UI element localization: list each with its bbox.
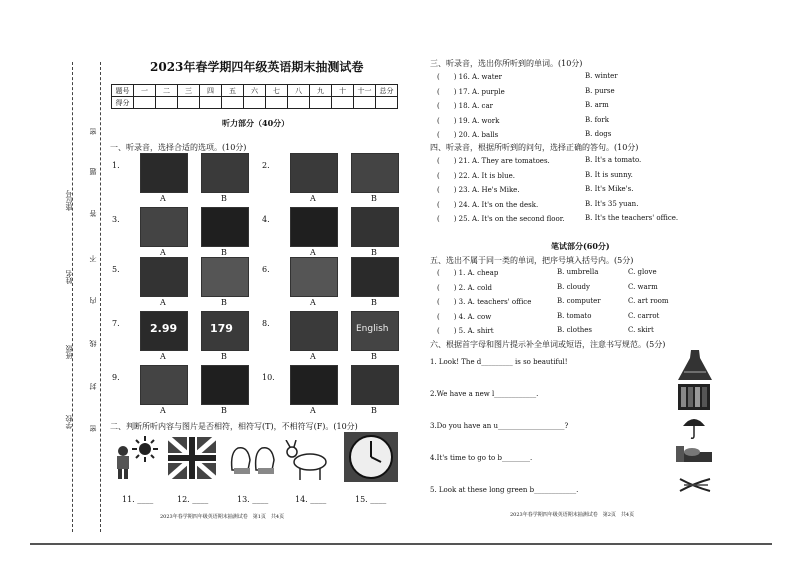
score-cell[interactable] [288,97,310,109]
answer-item[interactable]: ( ) 20. A. balls [437,131,499,139]
fill-in-item[interactable]: 2.We have a new l____________. [430,390,539,398]
score-header-cell: 六 [244,85,266,97]
beans-icon [678,475,712,495]
blank-14[interactable]: 14. ____ [295,495,327,504]
blank-13[interactable]: 13. ____ [237,495,269,504]
question-number: 2. [262,161,270,170]
fill-in-item[interactable]: 5. Look at these long green b____________. [430,486,579,494]
option-picture[interactable] [201,257,249,297]
option-picture[interactable] [290,257,338,297]
option-picture[interactable] [351,257,399,297]
seal-char: 密 [89,128,97,135]
question-number: 3. [112,215,120,224]
option-picture[interactable] [140,365,188,405]
option-picture[interactable] [201,365,249,405]
answer-item[interactable]: ( ) 21. A. They are tomatoes. [437,157,550,165]
seal-char: 封 [89,383,97,390]
choice-b: B. dogs [585,130,612,138]
answer-item[interactable]: ( ) 1. A. cheap [437,269,499,277]
score-header-cell: 二 [156,85,178,97]
score-cell[interactable] [134,97,156,109]
choice-b: B. purse [585,86,615,95]
section4-title: 四、听录音，根据所听到的问句，选择正确的答句。(10分) [430,143,639,152]
score-cell[interactable] [178,97,200,109]
option-picture[interactable] [201,153,249,193]
score-cell[interactable] [222,97,244,109]
option-label-b: B [371,352,377,361]
choice-c: C. art room [628,297,669,305]
question-number: 4. [262,215,270,224]
answer-item[interactable]: ( ) 23. A. He's Mike. [437,186,520,194]
listening-header: 听力部分（40分） [222,118,290,128]
choice-b: B. It is sunny. [585,170,633,179]
score-table [111,84,398,109]
option-label-a: A [310,194,316,203]
choice-b: B. clothes [557,326,593,334]
question-number: 5. [112,265,120,274]
answer-item[interactable]: ( ) 24. A. It's on the desk. [437,200,539,209]
option-picture[interactable] [290,365,338,405]
choice-b: B. cloudy [557,282,590,291]
seal-line-right [100,62,101,532]
option-label-b: B [221,248,227,257]
blank-15[interactable]: 15. ____ [355,495,387,504]
seal-char: 内 [89,297,97,304]
question-number: 9. [112,373,120,382]
choice-b: B. umbrella [557,268,599,276]
library-icon [678,384,710,410]
score-header-cell: 五 [222,85,244,97]
choice-c: C. warm [628,282,658,291]
seal-char: 题 [89,168,97,175]
umbrella-icon [682,414,706,440]
dress-icon [676,350,714,380]
option-label-b: B [221,406,227,415]
english-board-text: English [356,324,389,334]
footer-right: 2023年春学期四年级英语期末抽测试卷 第2页 共4页 [510,512,635,518]
choice-b: B. fork [585,115,609,124]
option-label-a: A [160,406,166,415]
bed-icon [674,444,714,468]
score-cell[interactable] [354,97,376,109]
blank-12[interactable]: 12. ____ [177,495,209,504]
question-number: 10. [262,373,275,382]
answer-item[interactable]: ( ) 3. A. teachers' office [437,298,532,306]
score-header-cell: 八 [288,85,310,97]
option-label-b: B [371,406,377,415]
section1-title: 一、听录音，选择合适的选项。(10分) [110,143,247,152]
score-cell[interactable] [244,97,266,109]
option-picture[interactable] [290,311,338,351]
score-cell[interactable] [156,97,178,109]
choice-c: C. glove [628,268,657,276]
seal-char: 密 [89,425,97,432]
gloves-icon [228,440,278,476]
score-header-cell: 总分 [376,85,398,97]
goat-icon [282,440,336,482]
seal-line-left [72,62,73,532]
option-picture[interactable] [201,207,249,247]
answer-item[interactable]: ( ) 4. A. cow [437,312,492,321]
seat-label: 座位号 [65,190,73,211]
option-label-a: A [160,194,166,203]
score-header-cell: 题号 [112,85,134,97]
option-picture[interactable] [351,365,399,405]
option-label-a: A [160,352,166,361]
section6-title: 六、根据首字母和图片提示补全单词或短语，注意书写规范。(5分) [430,340,666,349]
choice-c: C. carrot [628,311,660,320]
answer-item[interactable]: ( ) 22. A. It is blue. [437,171,516,180]
option-label-b: B [221,352,227,361]
price-tag: 179 [210,322,233,335]
question-number: 8. [262,319,270,328]
answer-item[interactable]: ( ) 2. A. cold [437,283,492,292]
option-picture[interactable] [140,153,188,193]
option-label-b: B [221,298,227,307]
name-label: 姓名 [65,270,73,284]
score-header-cell: 十 [332,85,354,97]
score-header-cell: 十一 [354,85,376,97]
score-header-cell: 七 [266,85,288,97]
score-header-cell: 一 [134,85,156,97]
option-picture[interactable] [140,207,188,247]
option-label-b: B [371,248,377,257]
seal-char: 答 [89,210,97,217]
section3-title: 三、听录音，选出你所听到的单词。(10分) [430,59,583,68]
choice-b: B. It's 35 yuan. [585,199,639,208]
option-picture[interactable] [351,207,399,247]
option-label-a: A [310,248,316,257]
option-label-b: B [221,194,227,203]
answer-item[interactable]: ( ) 16. A. water [437,73,503,81]
clock-icon [344,432,398,482]
choice-b: B. winter [585,72,618,80]
choice-c: C. skirt [628,326,654,334]
score-row-label: 得分 [112,97,134,109]
answer-item[interactable]: ( ) 17. A. purple [437,87,505,96]
class-label: 班级 [65,345,73,359]
section2-title: 二、判断所听内容与图片是否相符，相符写(T)，不相符写(F)。(10分) [110,422,358,431]
option-label-a: A [310,352,316,361]
score-cell[interactable] [376,97,398,109]
school-label: 学校 [65,415,73,429]
boy-icon [112,444,134,480]
question-number: 6. [262,265,270,274]
score-header-cell: 九 [310,85,332,97]
section5-title: 五、选出不属于同一类的单词，把序号填入括号内。(5分) [430,256,634,265]
choice-b: B. It's the teachers' office. [585,214,679,222]
answer-item[interactable]: ( ) 19. A. work [437,116,500,125]
option-label-b: B [371,298,377,307]
score-header-cell: 三 [178,85,200,97]
score-cell[interactable] [310,97,332,109]
choice-b: B. arm [585,101,609,109]
page-title: 2023年春学期四年级英语期末抽测试卷 [150,60,364,74]
answer-item[interactable]: ( ) 18. A. car [437,102,493,110]
option-picture[interactable] [140,257,188,297]
option-label-a: A [160,298,166,307]
score-header-cell: 四 [200,85,222,97]
uk-flag-icon [168,437,216,479]
bottom-rule [30,543,772,545]
option-label-a: A [160,248,166,257]
score-cell[interactable] [332,97,354,109]
fill-in-item[interactable]: 4.It's time to go to b________. [430,454,533,462]
seal-char: 线 [89,340,97,347]
choice-b: B. It's Mike's. [585,185,634,193]
answer-item[interactable]: ( ) 25. A. It's on the second floor. [437,215,565,223]
choice-b: B. tomato [557,311,592,320]
price-tag: 2.99 [150,322,178,335]
question-number: 7. [112,319,120,328]
choice-b: B. computer [557,297,601,305]
score-cell[interactable] [200,97,222,109]
option-picture[interactable] [290,153,338,193]
question-number: 1. [112,161,120,170]
option-label-a: A [310,406,316,415]
blank-11[interactable]: 11. ____ [122,495,154,504]
option-label-a: A [310,298,316,307]
answer-item[interactable]: ( ) 5. A. shirt [437,327,494,335]
option-label-b: B [371,194,377,203]
footer-left: 2023年春学期四年级英语期末抽测试卷 第1页 共4页 [160,514,285,520]
seal-char: 不 [89,255,97,262]
option-picture[interactable] [290,207,338,247]
fill-in-item[interactable]: 1. Look! The d_________ is so beautiful! [430,358,568,366]
score-cell[interactable] [266,97,288,109]
written-header: 笔试部分(60分) [551,241,610,251]
fill-in-item[interactable]: 3.Do you have an u___________________? [430,422,569,430]
sun-icon [132,436,158,462]
option-picture[interactable] [351,153,399,193]
choice-b: B. It's a tomato. [585,156,642,164]
